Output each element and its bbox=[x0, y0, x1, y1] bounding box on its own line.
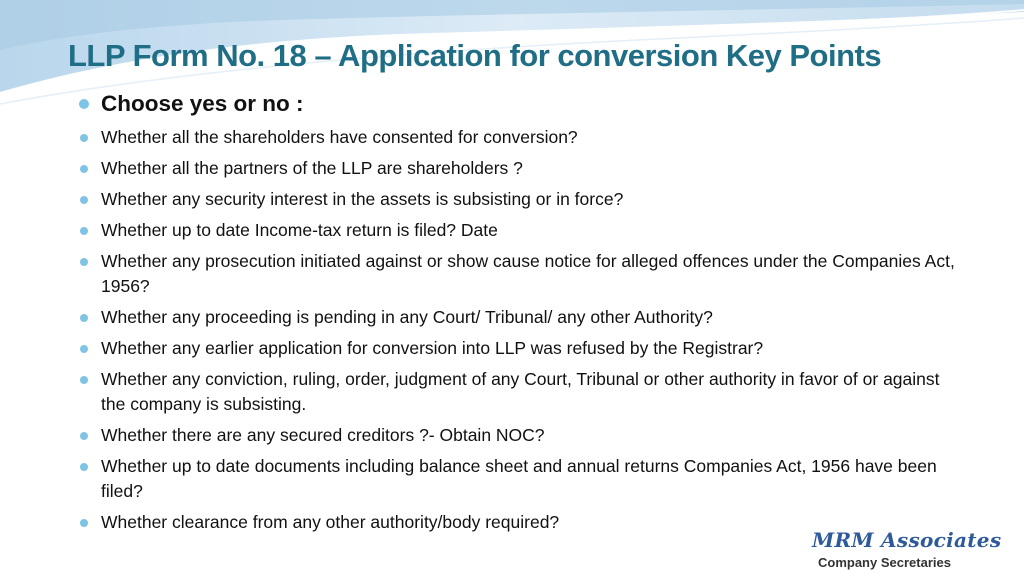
point-text: Whether up to date documents including balance sheet and annual returns Companies Act, 1956 have been filed? bbox=[101, 456, 937, 501]
list-item bbox=[80, 367, 960, 417]
bullet-icon bbox=[80, 314, 88, 322]
bullet-icon bbox=[80, 196, 88, 204]
list-item bbox=[80, 218, 960, 243]
bullet-icon bbox=[80, 519, 88, 527]
company-logo bbox=[812, 528, 1017, 573]
point-text: Whether all the shareholders have consented for conversion? bbox=[101, 127, 578, 147]
choose-heading bbox=[80, 88, 960, 120]
point-text: Whether any proceeding is pending in any Court/ Tribunal/ any other Authority? bbox=[101, 307, 713, 327]
heading-text: Choose yes or no : bbox=[101, 91, 304, 116]
point-text: Whether clearance from any other authority/body required? bbox=[101, 512, 560, 532]
bullet-icon bbox=[80, 165, 88, 173]
bullet-icon bbox=[80, 227, 88, 235]
list-item bbox=[80, 125, 960, 150]
bullet-icon bbox=[80, 258, 88, 266]
point-text: Whether any conviction, ruling, order, judgment of any Court, Tribunal or other authority in favor of or against the company is subsisting. bbox=[101, 369, 940, 414]
bullet-icon bbox=[80, 134, 88, 142]
slide-title: LLP Form No. 18 – Application for conversion Key Points bbox=[68, 38, 882, 73]
point-text: Whether any earlier application for conversion into LLP was refused by the Registrar? bbox=[101, 338, 764, 358]
list-item bbox=[80, 249, 960, 299]
bullet-icon bbox=[79, 99, 89, 109]
point-text: Whether any prosecution initiated against or show cause notice for alleged offences under the Companies Act, 1956? bbox=[101, 251, 955, 296]
list-item bbox=[80, 423, 960, 448]
point-text: Whether up to date Income-tax return is filed? Date bbox=[101, 220, 498, 240]
list-item bbox=[80, 305, 960, 330]
list-item bbox=[80, 187, 960, 212]
bullet-icon bbox=[80, 376, 88, 384]
logo-tagline: Company Secretaries bbox=[818, 555, 951, 570]
point-text: Whether there are any secured creditors ?- Obtain NOC? bbox=[101, 425, 545, 445]
bullet-icon bbox=[80, 432, 88, 440]
bullet-icon bbox=[80, 345, 88, 353]
key-points-list bbox=[80, 88, 960, 541]
bullet-icon bbox=[80, 463, 88, 471]
list-item bbox=[80, 156, 960, 181]
list-item bbox=[80, 454, 960, 504]
point-text: Whether any security interest in the assets is subsisting or in force? bbox=[101, 189, 624, 209]
point-text: Whether all the partners of the LLP are shareholders ? bbox=[101, 158, 523, 178]
list-item bbox=[80, 336, 960, 361]
logo-name: MRM Associates bbox=[812, 528, 1002, 552]
